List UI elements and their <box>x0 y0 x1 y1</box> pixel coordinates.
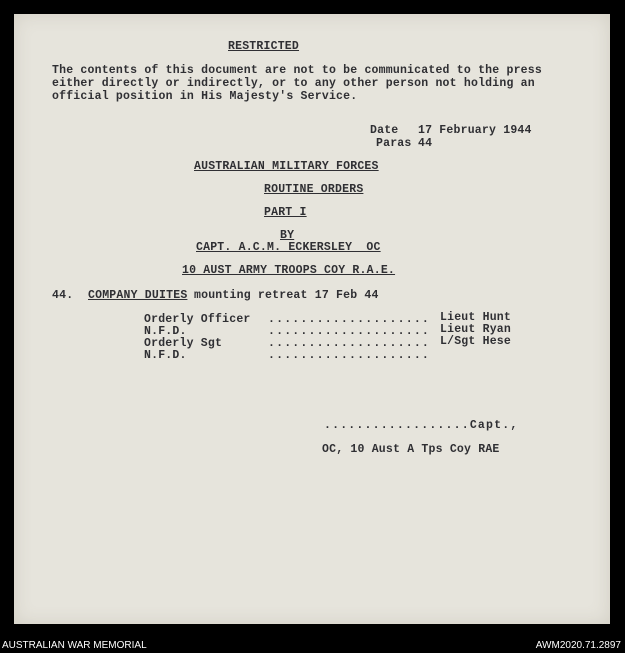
duty-name: Lieut Hunt <box>440 311 512 324</box>
notice-line-3: official position in His Majesty's Service. <box>52 90 358 103</box>
notice-line-2: either directly or indirectly, or to any other person not holding an <box>52 77 535 90</box>
duty-role: N.F.D. <box>144 325 187 338</box>
duty-role: Orderly Officer <box>144 313 251 326</box>
part-title: PART I <box>264 206 307 219</box>
document-page <box>14 14 610 624</box>
para-heading: COMPANY DUITES <box>88 289 188 302</box>
para-text: mounting retreat 17 Feb 44 <box>194 289 379 302</box>
duty-dots: .................... <box>268 325 431 338</box>
duty-name: L/Sgt Hese <box>440 335 512 348</box>
date-value: 17 February 1944 <box>418 124 532 137</box>
paras-value: 44 <box>418 137 433 150</box>
duty-name: Lieut Ryan <box>440 323 512 336</box>
duty-role: Orderly Sgt <box>144 337 223 350</box>
signature-title: OC, 10 Aust A Tps Coy RAE <box>322 443 500 456</box>
orders-title: ROUTINE ORDERS <box>264 183 364 196</box>
duty-role: N.F.D. <box>144 349 187 362</box>
by-label: BY <box>280 229 295 242</box>
forces-title: AUSTRALIAN MILITARY FORCES <box>194 160 379 173</box>
notice-line-1: The contents of this document are not to be communicated to the press <box>52 64 542 77</box>
duty-dots: .................... <box>268 313 431 326</box>
restricted-heading: RESTRICTED <box>228 40 300 53</box>
unit-title: 10 AUST ARMY TROOPS COY R.A.E. <box>182 264 396 277</box>
officer-title: CAPT. A.C.M. ECKERSLEY OC <box>196 241 381 254</box>
duty-dots: .................... <box>268 349 431 362</box>
para-number: 44. <box>52 289 74 302</box>
signature-line: ..................Capt., <box>324 419 519 432</box>
date-label: Date <box>370 124 399 137</box>
footer-right: AWM2020.71.2897 <box>535 640 621 651</box>
duty-dots: .................... <box>268 337 431 350</box>
paras-label: Paras <box>376 137 412 150</box>
footer-left: AUSTRALIAN WAR MEMORIAL <box>2 640 147 651</box>
